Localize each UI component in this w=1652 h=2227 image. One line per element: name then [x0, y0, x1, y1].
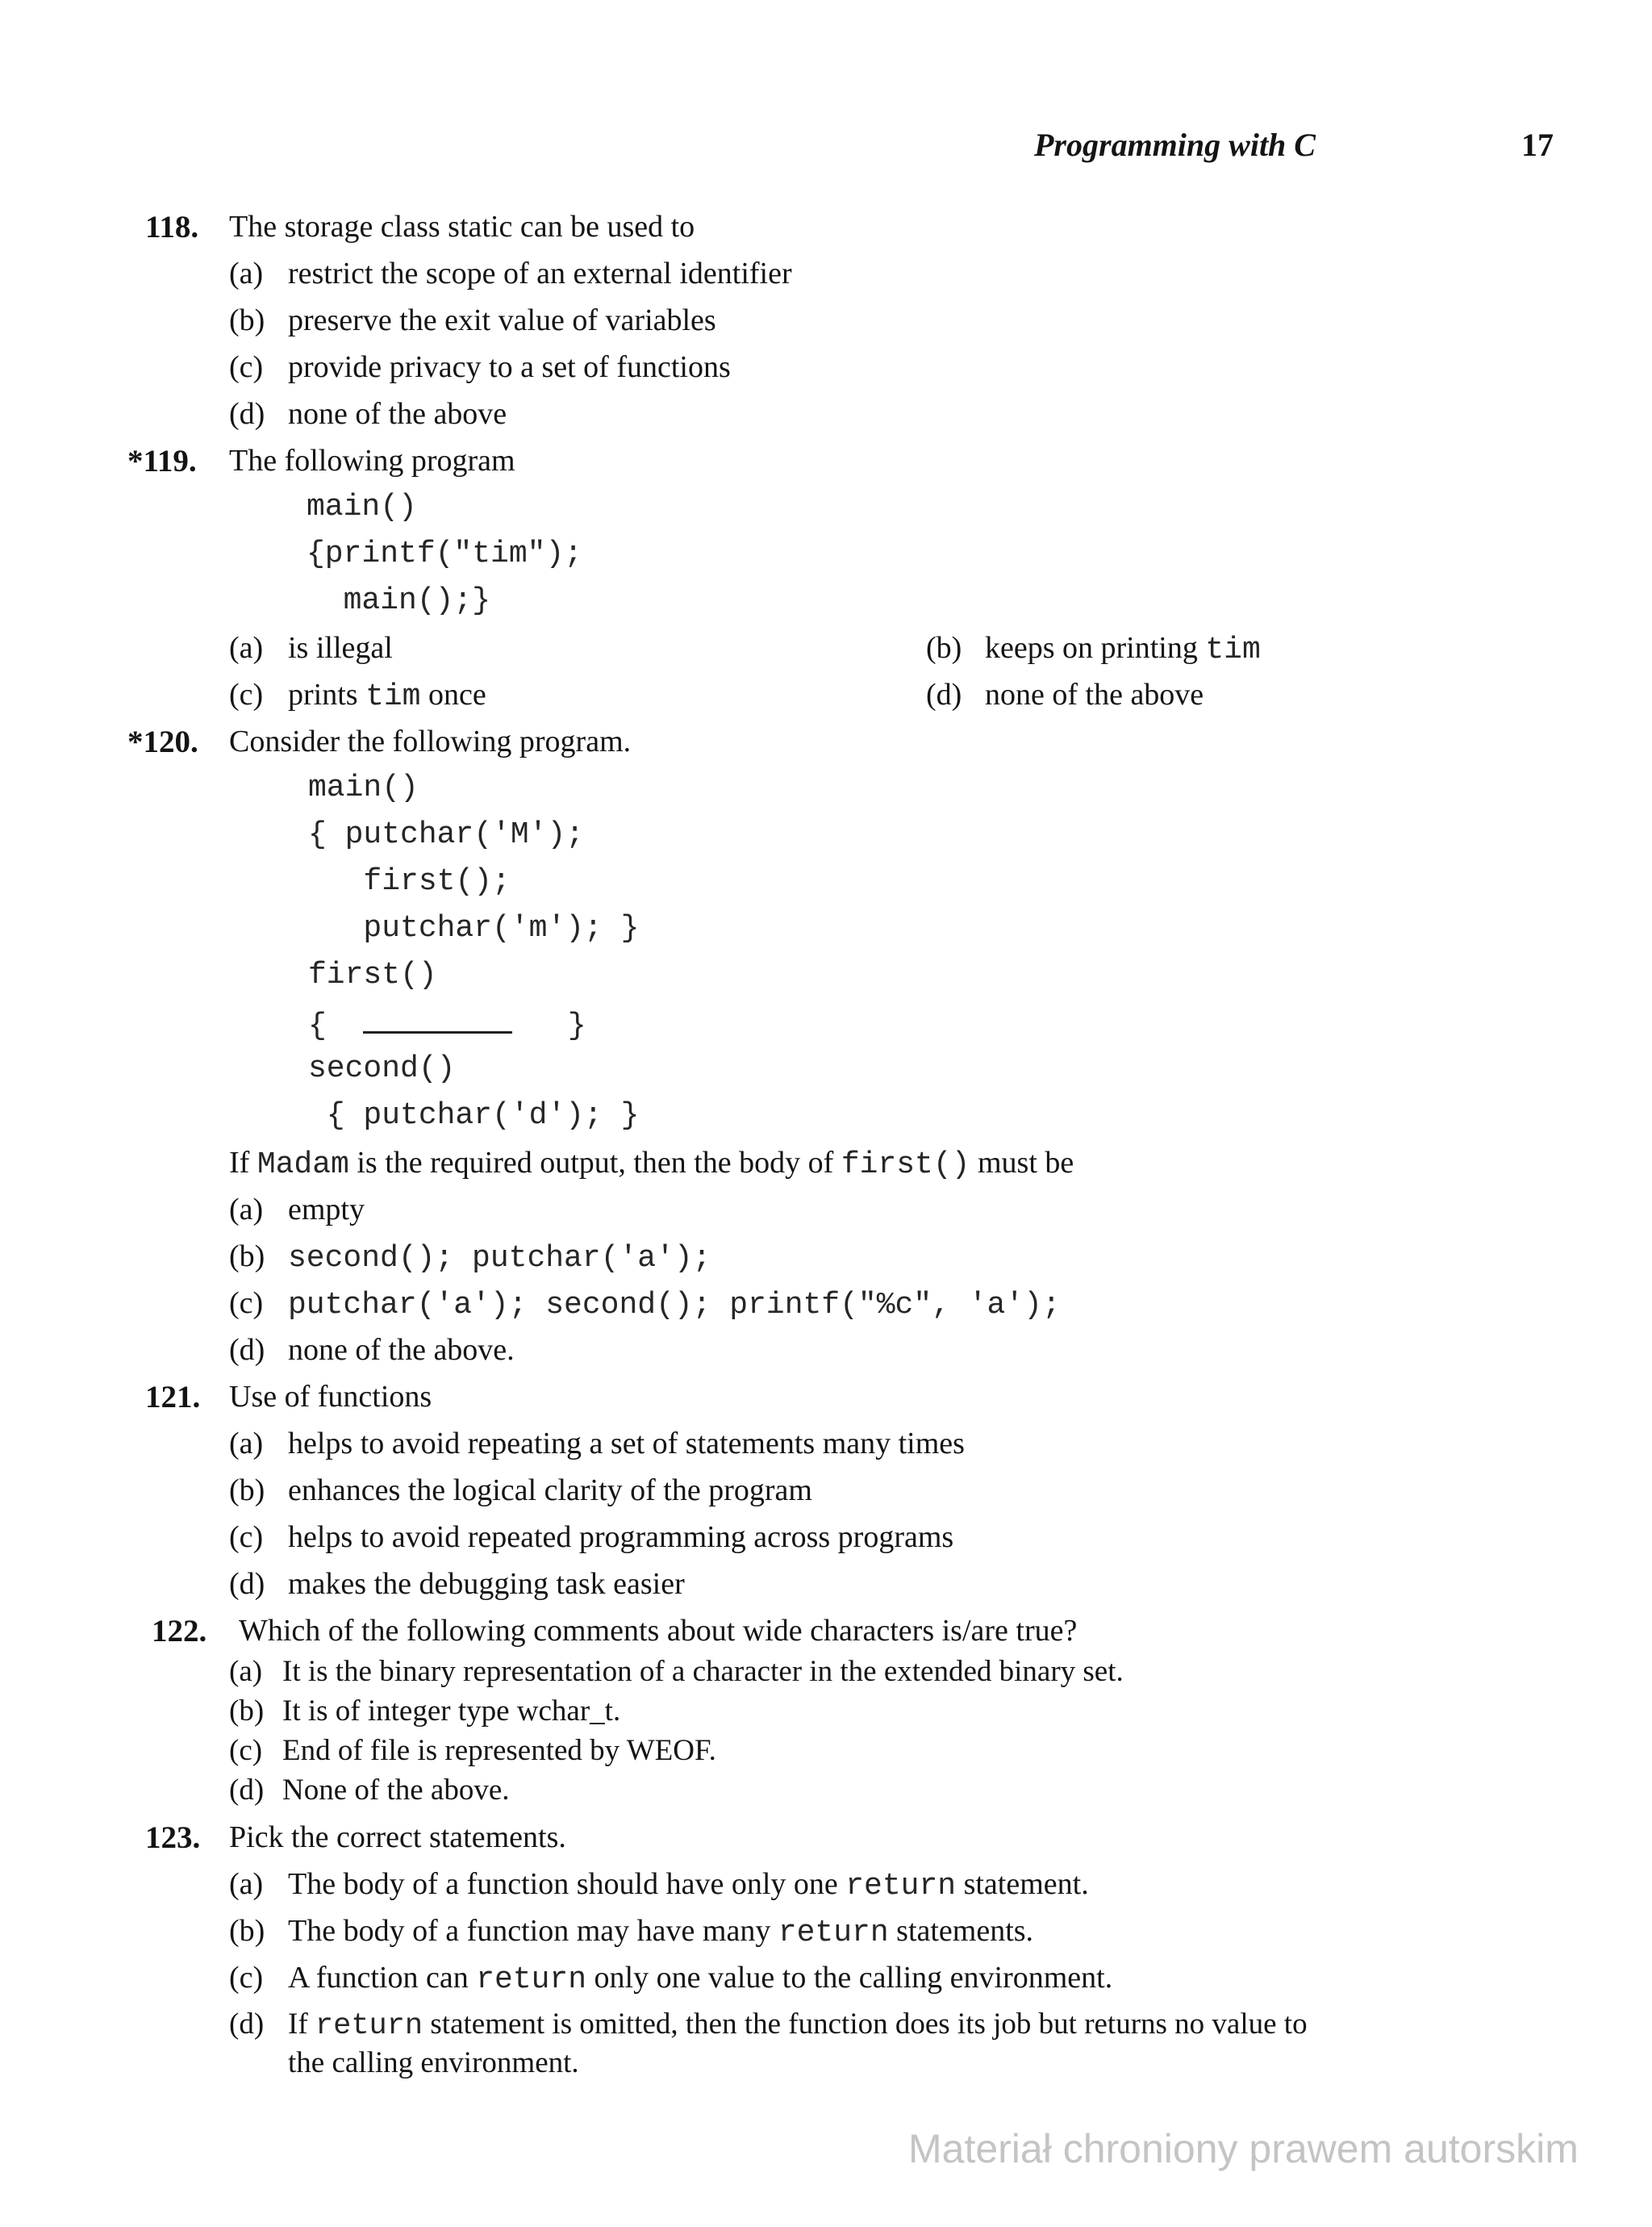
option-code: return: [315, 2009, 423, 2043]
option-label: (b): [229, 303, 265, 337]
option-a: [229, 1194, 365, 1225]
option-text: none of the above: [985, 678, 1204, 712]
option-label: (c): [229, 678, 264, 712]
option-b: [229, 1241, 711, 1274]
option-label: (d): [229, 397, 265, 431]
option-text: is illegal: [288, 631, 393, 665]
option-label: (c): [229, 1520, 264, 1554]
option-c: [229, 679, 486, 712]
option-code: putchar('a'); second(); printf("%c", 'a');: [288, 1288, 1061, 1322]
option-d: [229, 399, 507, 429]
option-d: [926, 679, 1204, 710]
option-text-after: once: [420, 678, 486, 712]
option-label: (a): [229, 631, 264, 665]
close-brace: }: [567, 1009, 586, 1043]
code-line: main(): [308, 771, 419, 805]
question-text: The following program: [229, 444, 515, 478]
option-text: helps to avoid repeating a set of statements many times: [288, 1427, 965, 1460]
option-text: keeps on printing: [985, 631, 1206, 665]
question-text: The storage class static can be used to: [229, 210, 695, 244]
option-b: [229, 305, 716, 336]
option-a: [229, 1657, 1124, 1686]
option-label: (a): [229, 1427, 264, 1460]
option-label: (b): [926, 631, 962, 665]
option-label: (a): [229, 1867, 264, 1901]
option-a: [229, 1428, 965, 1459]
prompt-code: Madam: [257, 1147, 349, 1182]
option-d: [229, 1335, 515, 1365]
option-label: (c): [229, 1286, 264, 1320]
option-label: (b): [229, 1694, 265, 1728]
option-a: [229, 258, 792, 289]
option-c: [229, 1736, 716, 1765]
option-code: second(); putchar('a');: [288, 1241, 711, 1276]
option-b: [229, 1696, 620, 1726]
option-label: (d): [926, 678, 962, 712]
question-prompt: [229, 1147, 1074, 1180]
option-label: (d): [229, 1567, 265, 1601]
option-text: A function can: [288, 1961, 477, 1995]
option-text: none of the above.: [288, 1333, 515, 1367]
option-text: It is of integer type wchar_t.: [282, 1694, 621, 1728]
option-c: [229, 1962, 1112, 1995]
copyright-watermark: Materiał chroniony prawem autorskim: [908, 2126, 1579, 2171]
code-line: first();: [308, 864, 511, 899]
option-text: provide privacy to a set of functions: [288, 350, 731, 384]
option-text: The body of a function should have only one: [288, 1867, 846, 1901]
option-text: preserve the exit value of variables: [288, 303, 716, 337]
code-line: putchar('m'); }: [308, 911, 640, 946]
code-line: first(): [308, 958, 437, 992]
blank-line: [363, 1007, 512, 1034]
prompt-text: If: [229, 1146, 257, 1180]
option-b: [229, 1475, 812, 1506]
option-d: [229, 1775, 510, 1805]
question-text: Consider the following program.: [229, 725, 632, 758]
option-text: None of the above.: [282, 1774, 510, 1807]
option-text: prints: [288, 678, 366, 712]
page-number: 17: [1521, 127, 1554, 163]
option-code: tim: [1205, 633, 1261, 667]
code-line: {printf("tim");: [307, 537, 583, 571]
code-line: { putchar('d'); }: [308, 1098, 640, 1133]
option-text: statement is omitted, then the function does its job but returns no value to: [423, 2008, 1308, 2041]
option-d: [229, 2009, 1308, 2041]
option-d: [229, 1569, 685, 1599]
code-line: main(): [307, 490, 417, 524]
option-text: enhances the logical clarity of the program: [288, 1473, 812, 1507]
option-text: only one value to the calling environment.: [586, 1961, 1113, 1995]
option-label: (b): [229, 1473, 265, 1507]
question-text: Use of functions: [229, 1380, 432, 1414]
question-number: *120.: [127, 725, 198, 759]
option-label: (d): [229, 1774, 265, 1807]
option-label: (a): [229, 1655, 263, 1688]
option-d-continuation: the calling environment.: [288, 2046, 579, 2079]
question-text: Which of the following comments about wide characters is/are true?: [239, 1614, 1078, 1648]
question-number: 123.: [145, 1820, 201, 1855]
prompt-code: first(): [841, 1147, 970, 1182]
option-c: [229, 1522, 953, 1552]
option-text: empty: [288, 1193, 365, 1226]
option-code: return: [845, 1869, 957, 1903]
option-text: restrict the scope of an external identifier: [288, 257, 792, 290]
option-c: [229, 1288, 1061, 1321]
prompt-text: is the required output, then the body of: [348, 1146, 841, 1180]
option-a: [229, 633, 393, 663]
code-line: main();}: [307, 583, 491, 618]
option-label: (a): [229, 257, 264, 290]
option-label: (a): [229, 1193, 264, 1226]
open-brace: {: [308, 1009, 327, 1043]
question-number: 118.: [145, 210, 199, 244]
option-code: tim: [365, 679, 421, 714]
option-label: (c): [229, 1961, 264, 1995]
option-text: If: [288, 2008, 315, 2041]
option-label: (b): [229, 1914, 265, 1948]
option-label: (c): [229, 350, 264, 384]
option-a: [229, 1869, 1089, 1902]
option-text: statement.: [956, 1867, 1089, 1901]
option-b: [926, 633, 1261, 666]
option-text: End of file is represented by WEOF.: [282, 1734, 716, 1767]
option-label: (d): [229, 1333, 265, 1367]
option-text: statements.: [888, 1914, 1034, 1948]
code-line: second(): [308, 1051, 456, 1086]
code-line-blank-body: [308, 1007, 586, 1042]
option-code: return: [476, 1962, 587, 1997]
option-label: (b): [229, 1239, 265, 1273]
question-number: 122.: [152, 1614, 207, 1648]
prompt-text: must be: [970, 1146, 1074, 1180]
running-header-title: Programming with C: [1034, 127, 1316, 163]
question-number: *119.: [127, 444, 197, 478]
option-text: The body of a function may have many: [288, 1914, 778, 1948]
option-text: none of the above: [288, 397, 507, 431]
code-line: { putchar('M');: [308, 817, 585, 852]
option-label: (c): [229, 1734, 263, 1767]
question-text: Pick the correct statements.: [229, 1820, 566, 1854]
option-label: (d): [229, 2008, 265, 2041]
option-code: return: [778, 1916, 889, 1950]
option-text: It is the binary representation of a character in the extended binary set.: [282, 1655, 1124, 1688]
option-text: helps to avoid repeated programming across programs: [288, 1520, 954, 1554]
option-text: makes the debugging task easier: [288, 1567, 685, 1601]
option-b: [229, 1916, 1033, 1949]
question-number: 121.: [145, 1380, 201, 1414]
option-c: [229, 352, 731, 382]
